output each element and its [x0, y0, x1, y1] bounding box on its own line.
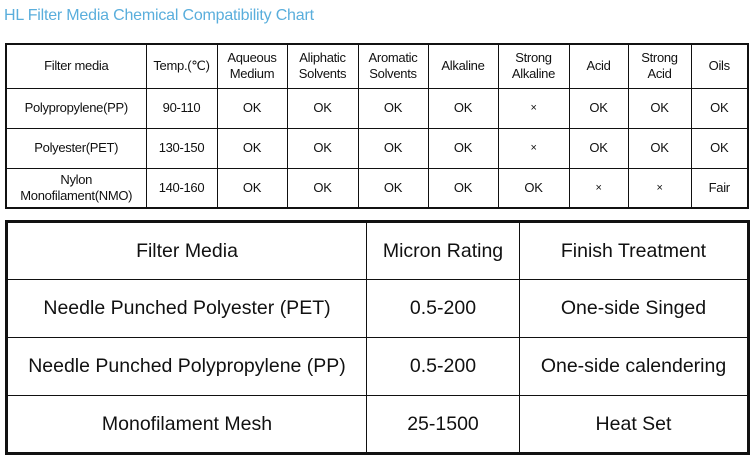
table-cell: OK [569, 88, 628, 128]
table-cell: OK [217, 88, 287, 128]
table-cell: Micron Rating [367, 222, 520, 280]
header-row [7, 222, 749, 280]
table-cell: × [498, 88, 569, 128]
table-cell: Filter media [6, 44, 146, 88]
table-cell: OK [691, 128, 748, 168]
table-row [7, 396, 749, 454]
table-cell: Strong Alkaline [498, 44, 569, 88]
table-cell: Aliphatic Solvents [287, 44, 358, 88]
table-cell: 130-150 [146, 128, 217, 168]
table-cell: Polyester(PET) [6, 128, 146, 168]
table-cell: Finish Treatment [520, 222, 749, 280]
table-cell: Polypropylene(PP) [6, 88, 146, 128]
table-cell: OK [628, 88, 691, 128]
table-cell: 90-110 [146, 88, 217, 128]
table-cell: Monofilament Mesh [7, 396, 367, 454]
table-row [7, 280, 749, 338]
table-cell: × [498, 128, 569, 168]
table-cell: OK [358, 128, 428, 168]
filter-media-table [5, 220, 750, 455]
table-cell: Heat Set [520, 396, 749, 454]
table-cell: OK [358, 168, 428, 208]
table-cell: Acid [569, 44, 628, 88]
table-cell: 25-1500 [367, 396, 520, 454]
table-cell: OK [498, 168, 569, 208]
table-cell: OK [287, 128, 358, 168]
table-cell: × [569, 168, 628, 208]
table-row [7, 338, 749, 396]
table-cell: One-side calendering [520, 338, 749, 396]
table-cell: Alkaline [428, 44, 498, 88]
table-cell: One-side Singed [520, 280, 749, 338]
table-cell: Aqueous Medium [217, 44, 287, 88]
table-cell: 0.5-200 [367, 338, 520, 396]
table-cell: Needle Punched Polyester (PET) [7, 280, 367, 338]
table-cell: OK [428, 88, 498, 128]
table-cell: OK [217, 128, 287, 168]
table-row [6, 128, 748, 168]
table-cell: OK [287, 168, 358, 208]
table-cell: 0.5-200 [367, 280, 520, 338]
table-cell: OK [691, 88, 748, 128]
table-row [6, 168, 748, 208]
table-cell: Aromatic Solvents [358, 44, 428, 88]
table-cell: OK [628, 128, 691, 168]
chemical-compatibility-table [5, 43, 749, 209]
table-cell: OK [569, 128, 628, 168]
table-cell: Strong Acid [628, 44, 691, 88]
chart-title: HL Filter Media Chemical Compatibility Chart [4, 7, 314, 24]
table-cell: OK [287, 88, 358, 128]
table-cell: Fair [691, 168, 748, 208]
table-cell: OK [358, 88, 428, 128]
table-cell: Needle Punched Polypropylene (PP) [7, 338, 367, 396]
table-cell: Nylon Monofilament(NMO) [6, 168, 146, 208]
table-cell: OK [428, 128, 498, 168]
table-cell: Filter Media [7, 222, 367, 280]
table-cell: Oils [691, 44, 748, 88]
table-row [6, 88, 748, 128]
table-cell: OK [217, 168, 287, 208]
header-row [6, 44, 748, 88]
table-cell: 140-160 [146, 168, 217, 208]
table-cell: × [628, 168, 691, 208]
table-cell: Temp.(℃) [146, 44, 217, 88]
table-cell: OK [428, 168, 498, 208]
